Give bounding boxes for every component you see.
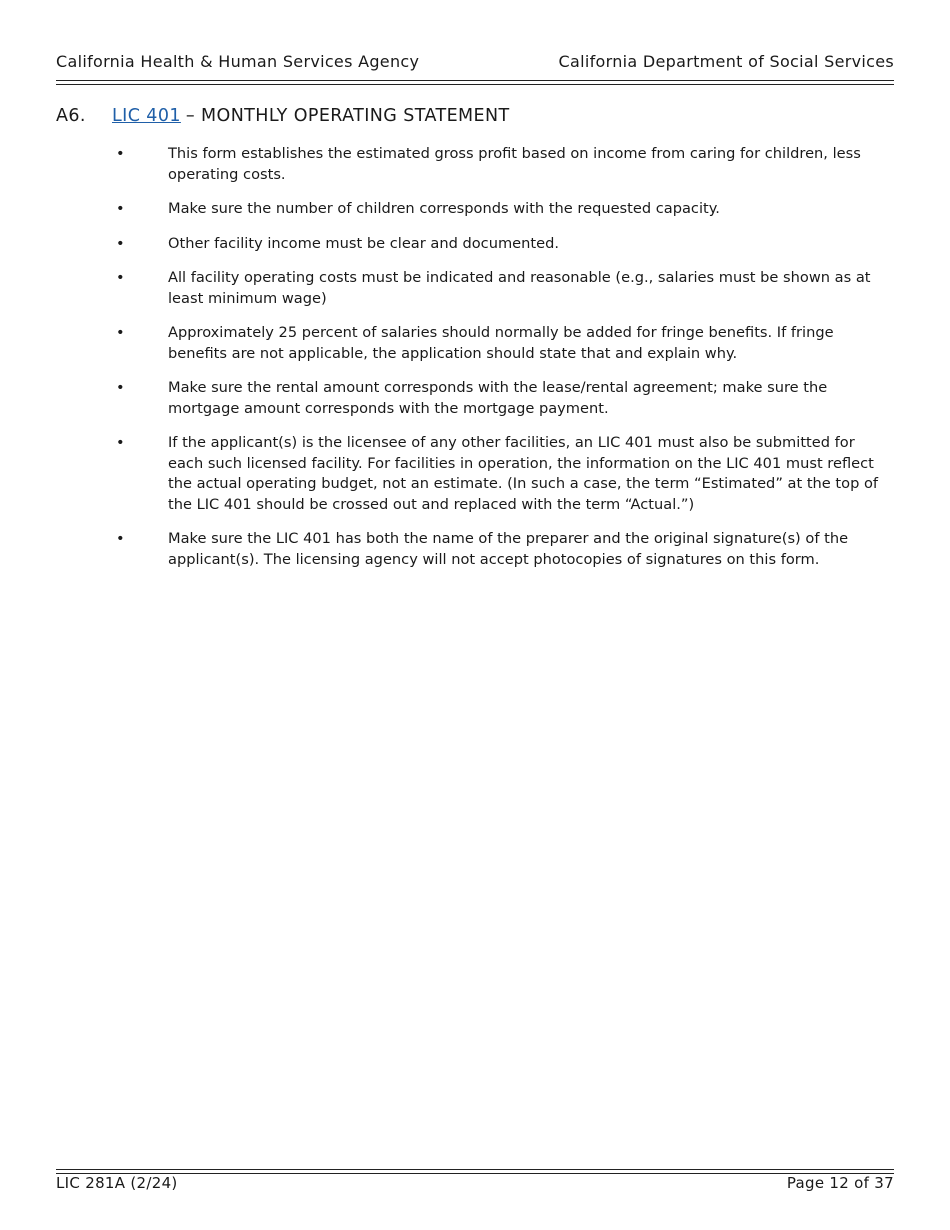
list-item	[112, 199, 882, 220]
bullet-icon: •	[116, 530, 125, 547]
header-department: California Department of Social Services	[558, 52, 894, 71]
list-item-text: Approximately 25 percent of salaries should normally be added for fringe benefits. If fringe benefits are not applicable, the application should state that and explain why.	[168, 324, 834, 362]
header-divider	[56, 80, 894, 85]
list-item-text: Other facility income must be clear and documented.	[168, 234, 559, 252]
list-item-text: Make sure the rental amount corresponds with the lease/rental agreement; make sure the mortgage amount corresponds with the mortgage payment.	[168, 379, 828, 417]
bullet-icon: •	[116, 434, 125, 451]
list-item-text: If the applicant(s) is the licensee of any other facilities, an LIC 401 must also be submitted for each such licensed facility. For facilities in operation, the information on the LIC 401 must reflect the actual operating budget, not an estimate. (In such a case, the term “Estimated” at the top of the LIC 401 should be crossed out and replaced with the term “Actual.”)	[168, 434, 879, 513]
bullet-icon: •	[116, 200, 125, 217]
form-id: LIC 281A (2/24)	[56, 1174, 178, 1192]
bullet-icon: •	[116, 234, 125, 252]
bullet-list	[112, 144, 882, 584]
list-item	[112, 433, 882, 515]
list-item	[112, 144, 882, 185]
page-header	[56, 52, 894, 71]
list-item-text: Make sure the LIC 401 has both the name of the preparer and the original signature(s) of the applicant(s). The licensing agency will not accept photocopies of signatures on this form.	[168, 530, 849, 568]
section-title: – MONTHLY OPERATING STATEMENT	[185, 106, 510, 126]
bullet-icon: •	[116, 324, 125, 341]
page-number: Page 12 of 37	[786, 1174, 894, 1192]
lic-401-link[interactable]: LIC 401	[112, 106, 181, 126]
list-item-text: This form establishes the estimated gross profit based on income from caring for children, less operating costs.	[168, 145, 861, 183]
list-item-text: Make sure the number of children corresponds with the requested capacity.	[168, 200, 720, 217]
bullet-icon: •	[116, 145, 125, 162]
list-item	[112, 378, 882, 419]
page-footer	[56, 1174, 894, 1192]
section-heading	[56, 106, 894, 126]
list-item	[112, 234, 882, 255]
list-item-text: All facility operating costs must be indicated and reasonable (e.g., salaries must be shown as at least minimum wage)	[168, 269, 871, 307]
list-item	[112, 529, 882, 570]
list-item	[112, 323, 882, 364]
list-item	[112, 268, 882, 309]
bullet-icon: •	[116, 379, 125, 396]
header-agency: California Health & Human Services Agency	[56, 52, 420, 71]
section-number: A6.	[56, 106, 86, 126]
bullet-icon: •	[116, 269, 125, 286]
